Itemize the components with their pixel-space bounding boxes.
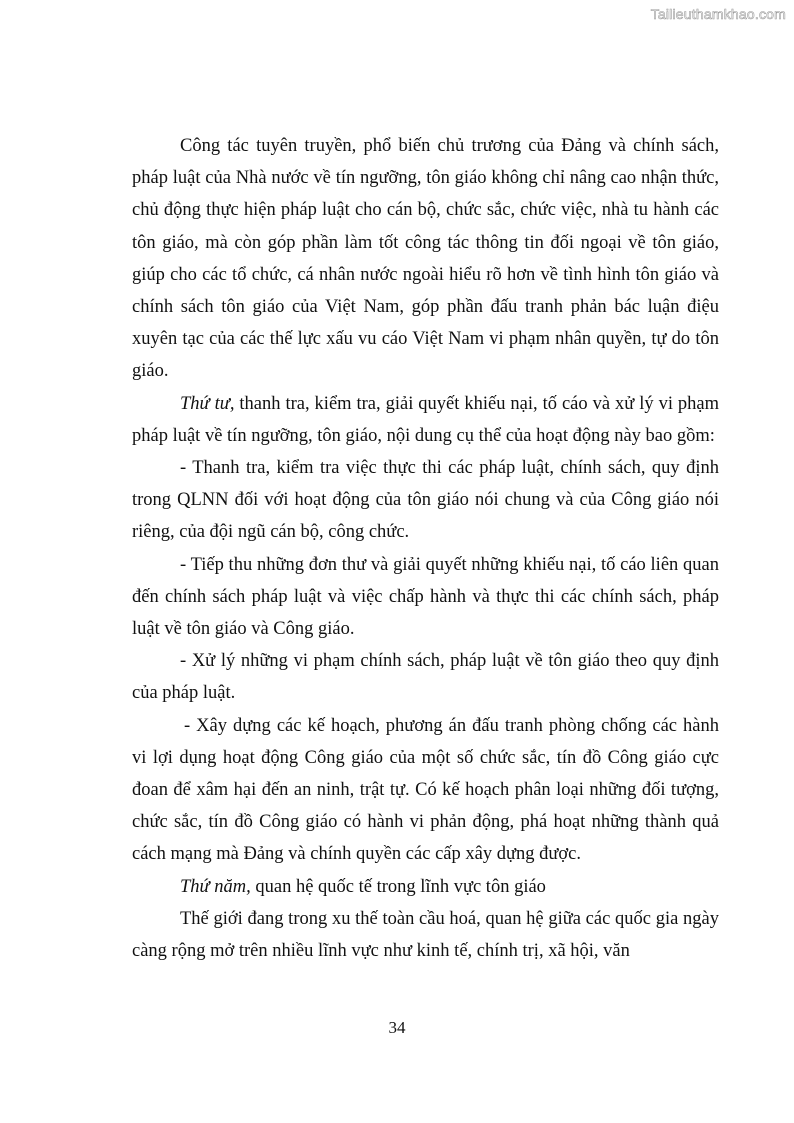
- list-item-plans: - Xây dựng các kế hoạch, phương án đấu tranh phòng chống các hành vi lợi dụng hoạt động Công giáo của một số chức sắc, tín đồ Công giáo cực đoan để xâm hại đến an ninh, trật tự. Có kế hoạch phân loại những đối tượng, chức sắc, tín đồ Công giáo có hành vi phản động, phá hoạt những thành quả cách mạng mà Đảng và chính quyền các cấp xây dựng được.: [132, 715, 719, 865]
- list-item-complaints: - Tiếp thu những đơn thư và giải quyết những khiếu nại, tố cáo liên quan đến chính sách pháp luật và việc chấp hành và thực thi các chính sách, pháp luật về tôn giáo và Công giáo.: [132, 554, 719, 640]
- paragraph-fifth: [132, 871, 719, 903]
- document-body: [132, 130, 719, 967]
- paragraph-propaganda: Công tác tuyên truyền, phổ biến chủ trương của Đảng và chính sách, pháp luật của Nhà nước về tín ngưỡng, tôn giáo không chỉ nâng cao nhận thức, chủ động thực hiện pháp luật cho cán bộ, chức sắc, chức việc, nhà tu hành các tôn giáo, mà còn góp phần làm tốt công tác thông tin đối ngoại về tôn giáo, giúp cho các tổ chức, cá nhân nước ngoài hiểu rõ hơn về tình hình tôn giáo và chính sách tôn giáo của Việt Nam, góp phần đấu tranh phản bác luận điệu xuyên tạc của các thế lực xấu vu cáo Việt Nam vi phạm nhân quyền, tự do tôn giáo.: [132, 136, 719, 382]
- paragraph-globalization: Thế giới đang trong xu thế toàn cầu hoá, quan hệ giữa các quốc gia ngày càng rộng mở trên nhiều lĩnh vực như kinh tế, chính trị, xã hội, văn: [132, 908, 719, 962]
- page-number: 34: [388, 1018, 406, 1037]
- fourth-heading: Thứ tư,: [180, 393, 235, 414]
- list-item-inspection: - Thanh tra, kiểm tra việc thực thi các pháp luật, chính sách, quy định trong QLNN đối với hoạt động của tôn giáo nói chung và của Công giáo nói riêng, của đội ngũ cán bộ, công chức.: [132, 458, 719, 543]
- paragraph-fourth: [132, 388, 719, 452]
- list-item-violations: - Xử lý những vi phạm chính sách, pháp luật về tôn giáo theo quy định của pháp luật.: [132, 651, 719, 704]
- fourth-text: thanh tra, kiểm tra, giải quyết khiếu nại, tố cáo và xử lý vi phạm pháp luật về tín ngưỡng, tôn giáo, nội dung cụ thể của hoạt động này bao gồm:: [132, 393, 720, 446]
- fifth-heading: Thứ năm,: [180, 876, 251, 897]
- watermark: Tailieuthamkhao.com: [650, 6, 786, 22]
- fifth-text: quan hệ quốc tế trong lĩnh vực tôn giáo: [250, 876, 546, 897]
